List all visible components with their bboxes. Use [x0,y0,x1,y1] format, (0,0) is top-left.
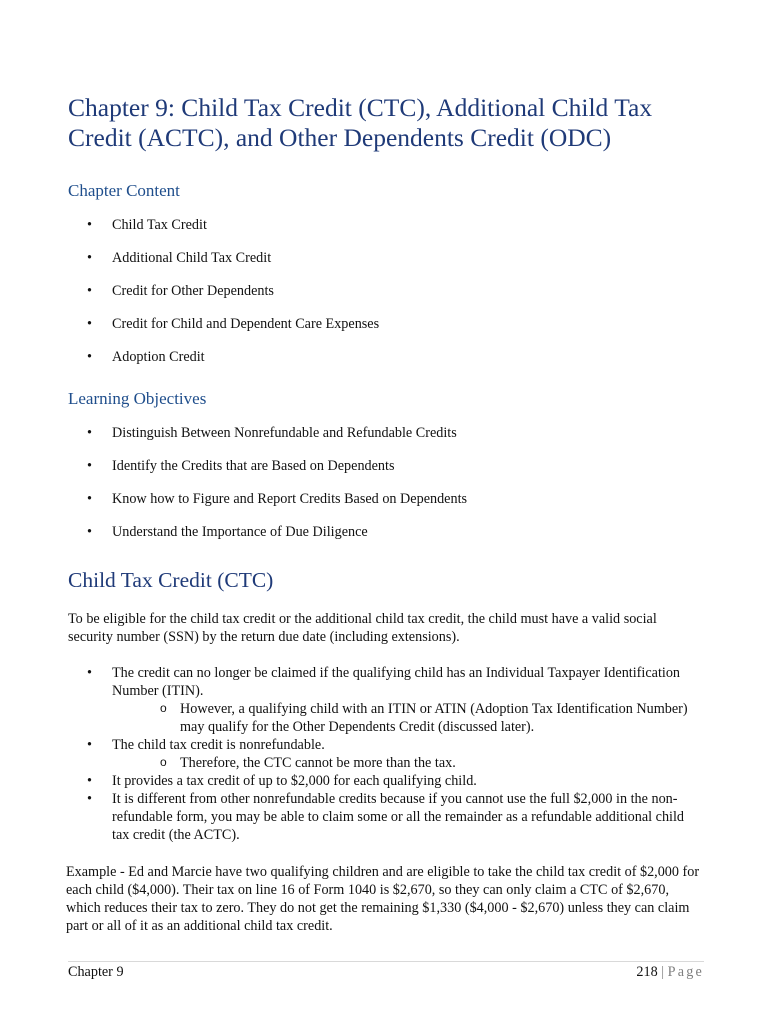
sub-list-item: o However, a qualifying child with an ITIN or ATIN (Adoption Tax Identification Number) may qualify for the Other Dependents Credit (discussed later). [112,700,688,736]
list-item [68,664,688,736]
list-item: • It provides a tax credit of up to $2,000 for each qualifying child. [68,772,688,790]
learning-objectives-heading: Learning Objectives [68,389,207,408]
list-item-text: The child tax credit is nonrefundable. [112,737,325,753]
page-number: 218 [636,964,658,980]
footer-page-number [636,964,704,981]
footer-chapter-label: Chapter 9 [68,964,124,980]
example-paragraph: Example - Ed and Marcie have two qualifying children and are eligible to take the child tax credit of $2,000 for each child ($4,000). Their tax on line 16 of Form 1040 is $2,670, so they can only claim a CTC of $2,670, which reduces their tax to zero. They do not get the remaining $1,330 ($4,000 - $2,670) unless they can claim part or all of it as an additional child tax credit. [66,864,700,934]
ctc-section-heading: Child Tax Credit (CTC) [68,568,274,592]
chapter-content-list [68,216,379,366]
list-item: • Adoption Credit [68,348,379,366]
footer-divider [68,961,704,962]
document-page [68,0,704,1024]
list-item: • Identify the Credits that are Based on Dependents [68,457,467,475]
list-item: • It is different from other nonrefundable credits because if you cannot use the full $2,000 in the non-refundable form, you may be able to claim some or all the remainder as a refundable additional child tax credit (the ACTC). [68,790,688,844]
list-item: • Credit for Child and Dependent Care Expenses [68,315,379,333]
chapter-content-heading: Chapter Content [68,181,180,200]
ctc-intro-paragraph: To be eligible for the child tax credit or the additional child tax credit, the child must have a valid social security number (SSN) by the return due date (including extensions). [68,611,657,645]
list-item: • Distinguish Between Nonrefundable and Refundable Credits [68,424,467,442]
sub-list-item: o Therefore, the CTC cannot be more than the tax. [112,754,688,772]
list-item-text: The credit can no longer be claimed if the qualifying child has an Individual Taxpayer Identification Number (ITIN). [112,665,681,699]
list-item: • Credit for Other Dependents [68,282,379,300]
ctc-bullet-list [68,664,688,844]
page-word: Page [667,964,704,980]
list-item: • Additional Child Tax Credit [68,249,379,267]
list-item: • Child Tax Credit [68,216,379,234]
list-item [68,736,688,772]
list-item: • Know how to Figure and Report Credits Based on Dependents [68,490,467,508]
sub-list [112,754,688,772]
page-separator: | [661,964,665,980]
learning-objectives-list [68,424,467,541]
list-item: • Understand the Importance of Due Diligence [68,523,467,541]
sub-list [112,700,688,736]
chapter-title: Chapter 9: Child Tax Credit (CTC), Additional Child Tax Credit (ACTC), and Other Dependents Credit (ODC) [68,93,653,152]
